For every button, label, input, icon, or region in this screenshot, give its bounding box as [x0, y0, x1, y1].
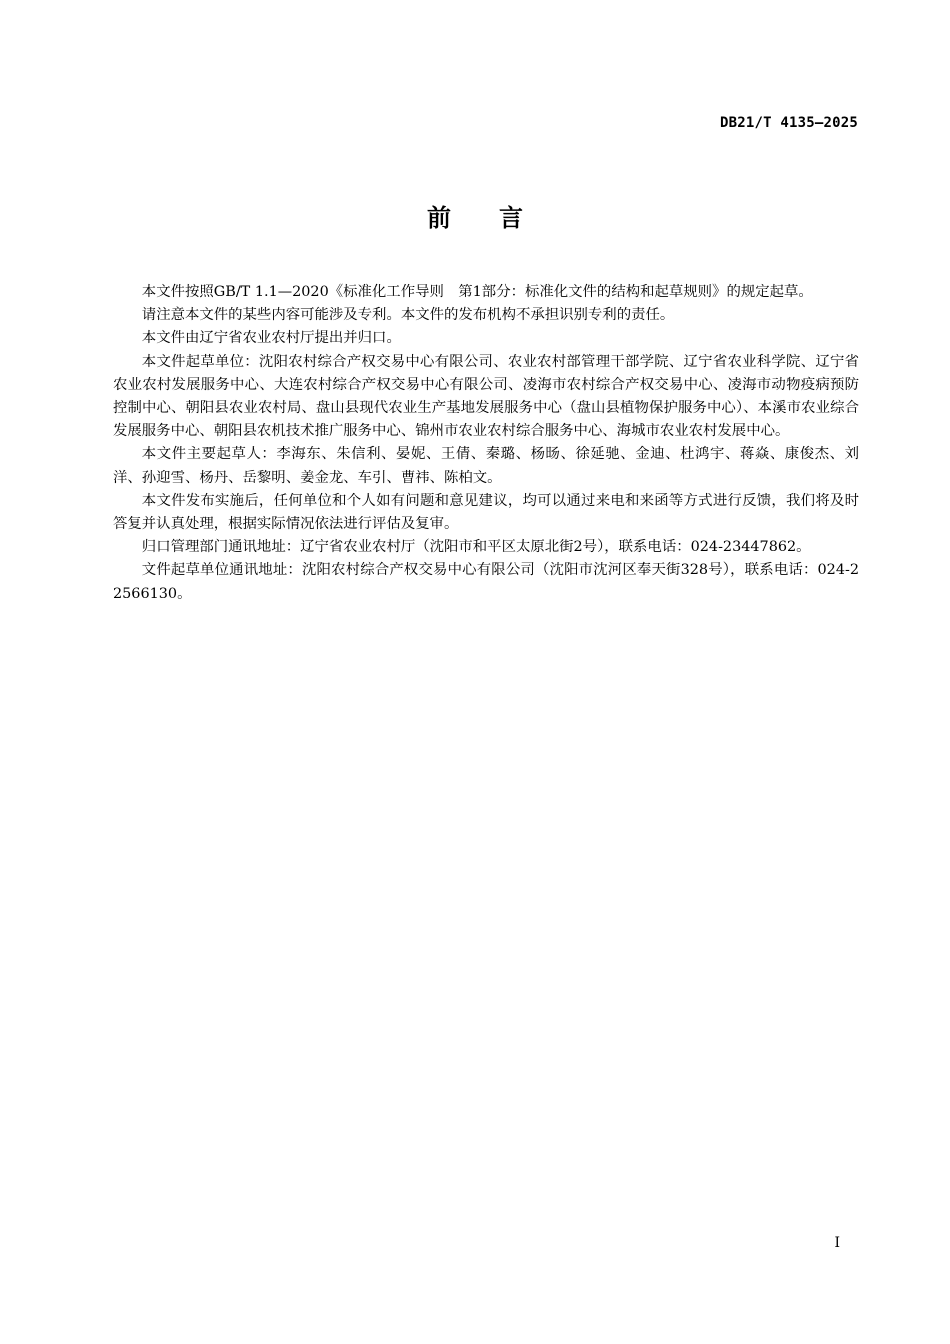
- document-code: DB21/T 4135—2025: [719, 115, 858, 131]
- page-title: [0, 198, 950, 233]
- title-char-1: 前: [427, 204, 451, 232]
- paragraph-standard-basis: 本文件按照GB/T 1.1—2020《标准化工作导则 第1部分：标准化文件的结构和起草规则》的规定起草。: [141, 284, 813, 300]
- title-char-2: 言: [499, 204, 523, 232]
- paragraph-drafter-address: 文件起草单位通讯地址：沈阳农村综合产权交易中心有限公司（沈阳市沈河区奉天街328号），联系电话：024-22566130。: [113, 562, 859, 602]
- page-number: I: [834, 1235, 840, 1251]
- paragraph-drafters: 本文件主要起草人：李海东、朱信利、晏妮、王倩、秦璐、杨旸、徐延驰、金迪、杜鸿宇、蒋焱、康俊杰、刘洋、孙迎雪、杨丹、岳黎明、姜金龙、车引、曹祎、陈柏文。: [113, 446, 859, 486]
- paragraph-patent-notice: 请注意本文件的某些内容可能涉及专利。本文件的发布机构不承担识别专利的责任。: [141, 307, 675, 324]
- foreword-body: [113, 281, 859, 606]
- paragraph-feedback: 本文件发布实施后，任何单位和个人如有问题和意见建议，均可以通过来电和来函等方式进行反馈，我们将及时答复并认真处理，根据实际情况依法进行评估及复审。: [113, 492, 859, 533]
- paragraph-drafting-units: 本文件起草单位：沈阳农村综合产权交易中心有限公司、农业农村部管理干部学院、辽宁省农业科学院、辽宁省农业农村发展服务中心、大连农村综合产权交易中心有限公司、凌海市农村综合产权交易中心、凌海市动物疫病预防控制中心、朝阳县农业农村局、盘山县现代农业生产基地发展服务中心（盘山县植物保护服务中心）、本溪市农业综合发展服务中心、朝阳县农机技术推广服务中心、锦州市农业农村综合服务中心、海城市农业农村发展中心。: [113, 353, 859, 440]
- paragraph-proposer: 本文件由辽宁省农业农村厅提出并归口。: [141, 330, 401, 347]
- paragraph-admin-address: 归口管理部门通讯地址：辽宁省农业农村厅（沈阳市和平区太原北街2号），联系电话：024-23447862。: [141, 539, 811, 556]
